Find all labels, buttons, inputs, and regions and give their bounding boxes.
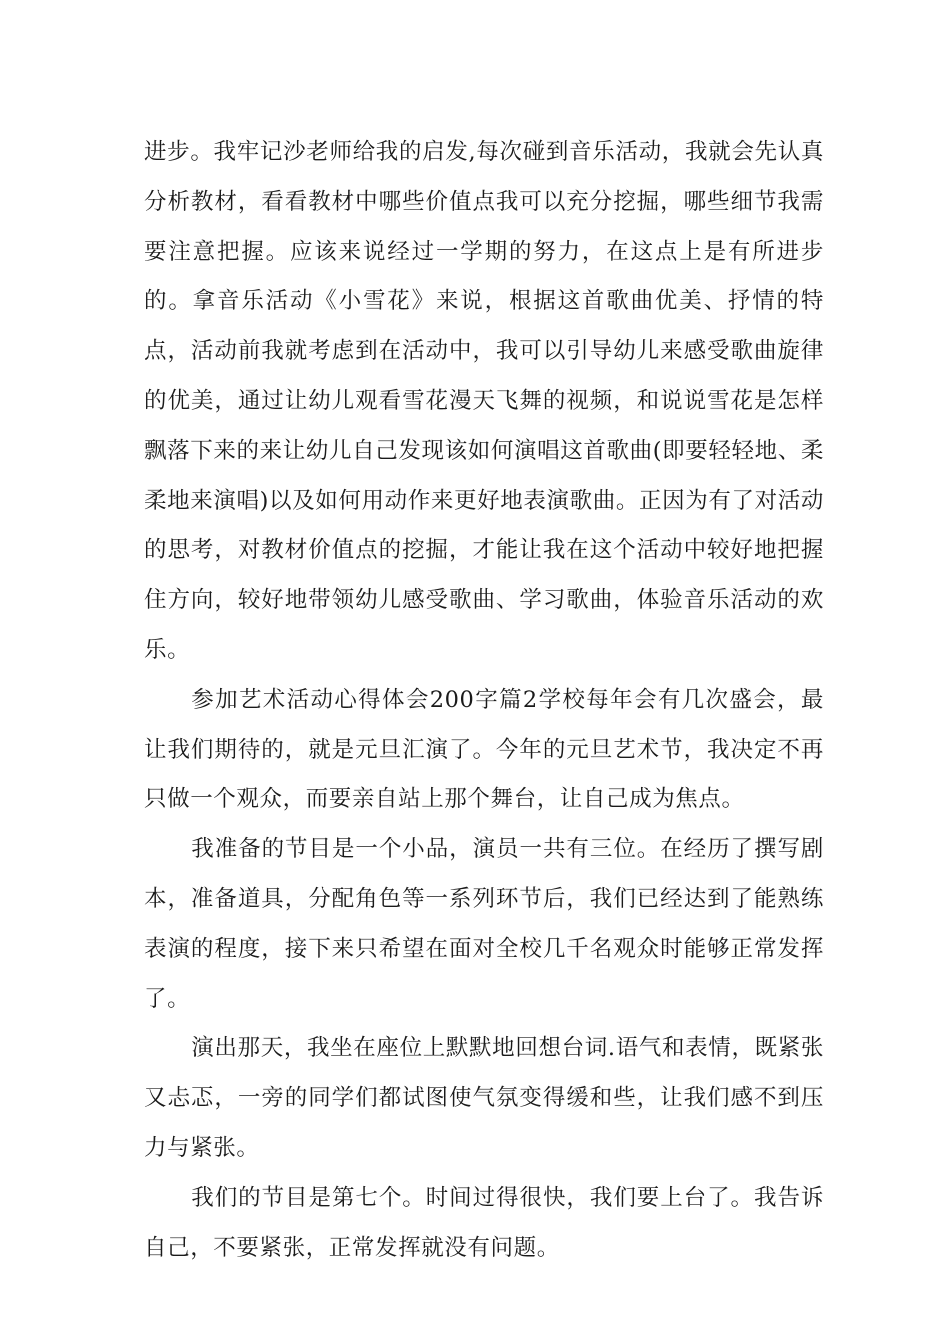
paragraph-preparation: 我准备的节目是一个小品，演员一共有三位。在经历了撰写剧本，准备道具，分配角色等一系列环节后，我们已经达到了能熟练表演的程度，接下来只希望在面对全校几千名观众时能够正常发挥了。 [144,836,824,1012]
paragraph-continuation: 进步。我牢记沙老师给我的启发,每次碰到音乐活动，我就会先认真分析教材，看看教材中哪些价值点我可以充分挖掘，哪些细节我需要注意把握。应该来说经过一学期的努力，在这点上是有所进步的。拿音乐活动《小雪花》来说，根据这首歌曲优美、抒情的特点，活动前我就考虑到在活动中，我可以引导幼儿来感受歌曲旋律的优美，通过让幼儿观看雪花漫天飞舞的视频，和说说雪花是怎样飘落下来的来让幼儿自己发现该如何演唱这首歌曲(即要轻轻地、柔柔地来演唱)以及如何用动作来更好地表演歌曲。正因为有了对活动的思考，对教材价值点的挖掘，才能让我在这个活动中较好地把握住方向，较好地带领幼儿感受歌曲、学习歌曲，体验音乐活动的欢乐。 [144,139,824,663]
document-body [144,128,824,1273]
paragraph-article-intro: 参加艺术活动心得体会200字篇2学校每年会有几次盛会，最让我们期待的，就是元旦汇演了。今年的元旦艺术节，我决定不再只做一个观众，而要亲自站上那个舞台，让自己成为焦点。 [144,686,824,813]
paragraph-going-on-stage: 我们的节目是第七个。时间过得很快，我们要上台了。我告诉自己，不要紧张，正常发挥就没有问题。 [144,1184,824,1261]
paragraph-performance-day: 演出那天，我坐在座位上默默地回想台词.语气和表情，既紧张又忐忑，一旁的同学们都试图使气氛变得缓和些，让我们感不到压力与紧张。 [144,1035,824,1161]
